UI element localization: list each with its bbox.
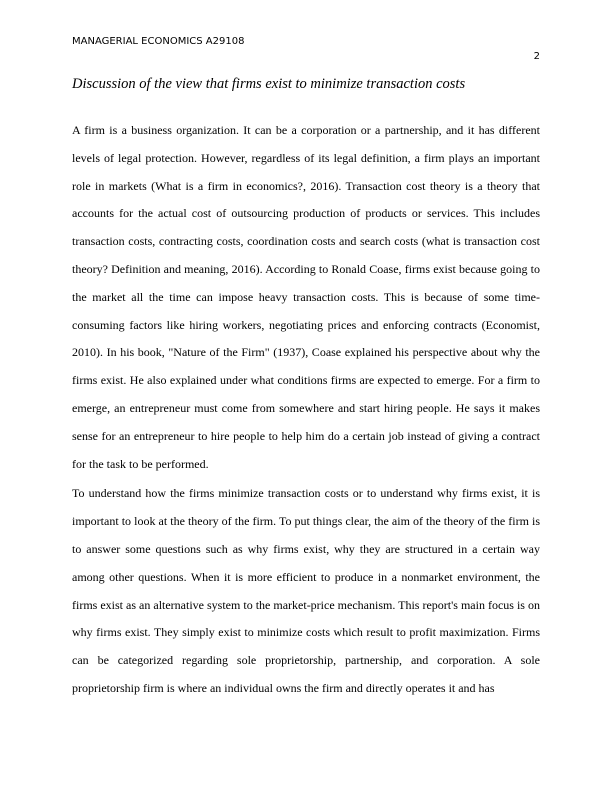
running-head: MANAGERIAL ECONOMICS A29108 (72, 36, 245, 47)
paragraph-1: A firm is a business organization. It can be a corporation or a partnership, and it has different levels of legal protection. However, regardless of its legal definition, a firm plays an important role in markets (What is a firm in economics?, 2016). Transaction cost theory is a theory that accounts for the actual cost of outsourcing production of products or services. This includes transaction costs, contracting costs, coordination costs and search costs (what is transaction cost theory? Definition and meaning, 2016). According to Ronald Coase, firms exist because going to the market all the time can impose heavy transaction costs. This is because of some time-consuming factors like hiring workers, negotiating prices and enforcing contracts (Economist, 2010). In his book, "Nature of the Firm" (1937), Coase explained his perspective about why the firms exist. He also explained under what conditions firms are expected to emerge. For a firm to emerge, an entrepreneur must come from somewhere and start hiring people. He says it makes sense for an entrepreneur to hire people to help him do a certain job instead of giving a contract for the task to be performed. (72, 123, 540, 471)
page-number: 2 (533, 51, 540, 62)
paragraph-2: To understand how the firms minimize transaction costs or to understand why firms exist, it is important to look at the theory of the firm. To put things clear, the aim of the theory of the firm is to answer some questions such as why firms exist, why they are structured in a certain way among other questions. When it is more efficient to produce in a nonmarket environment, the firms exist as an alternative system to the market-price mechanism. This report's main focus is on why firms exist. They simply exist to minimize costs which result to profit maximization. Firms can be categorized regarding sole proprietorship, partnership, and corporation. A sole proprietorship firm is where an individual owns the firm and directly operates it and has (72, 486, 540, 695)
section-heading: Discussion of the view that firms exist to minimize transaction costs (72, 76, 466, 92)
body-text (72, 117, 540, 705)
